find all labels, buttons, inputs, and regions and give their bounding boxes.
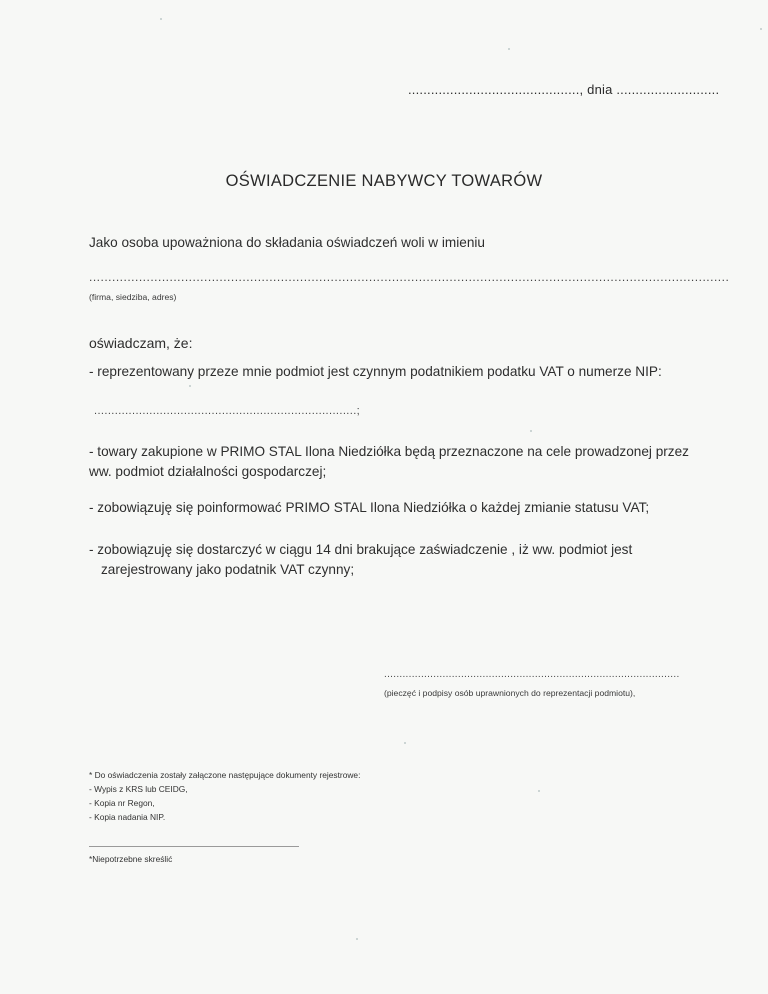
statement-vat-active: - reprezentowany przeze mnie podmiot jest czynnym podatnikiem podatku VAT o numerze NIP: xyxy=(89,364,662,379)
document-title: OŚWIADCZENIE NABYWCY TOWARÓW xyxy=(225,172,543,190)
place-date-line: ............................................., dnia ........................... xyxy=(408,82,720,97)
signature-dotted-field: ................................................................................................ xyxy=(384,669,680,680)
company-field-caption: (firma, siedziba, adres) xyxy=(89,292,177,302)
scan-speck xyxy=(530,430,532,432)
declare-text: oświadczam, że: xyxy=(89,335,193,351)
scan-speck xyxy=(508,48,510,50)
scan-speck xyxy=(160,18,162,20)
statement-deliver-line1: - zobowiązuję się dostarczyć w ciągu 14 dni brakujące zaświadczenie , iż ww. podmiot jest xyxy=(89,542,633,557)
footnote: *Niepotrzebne skreślić xyxy=(89,854,173,864)
statement-goods-line2: ww. podmiot działalności gospodarczej; xyxy=(89,464,327,479)
attachments-heading: * Do oświadczenia zostały załączone następujące dokumenty rejestrowe: xyxy=(89,770,361,780)
attachment-item: - Kopia nr Regon, xyxy=(89,798,155,808)
company-dotted-field: ....................................................................................................................................................................... xyxy=(89,270,730,284)
scan-speck xyxy=(760,28,762,30)
scan-speck xyxy=(404,742,406,744)
scan-speck xyxy=(189,385,191,387)
statement-deliver-line2: zarejestrowany jako podatnik VAT czynny; xyxy=(101,562,355,577)
attachment-item: - Wypis z KRS lub CEIDG, xyxy=(89,784,188,794)
footnote-separator xyxy=(89,846,299,847)
statement-goods-line1: - towary zakupione w PRIMO STAL Ilona Niedziółka będą przeznaczone na cele prowadzonej przez xyxy=(89,444,689,459)
signature-caption: (pieczęć i podpisy osób uprawnionych do reprezentacji podmiotu), xyxy=(384,688,636,698)
attachment-item: - Kopia nadania NIP. xyxy=(89,812,166,822)
statement-inform: - zobowiązuję się poinformować PRIMO STAL Ilona Niedziółka o każdej zmianie statusu VAT; xyxy=(89,500,650,515)
intro-text: Jako osoba upoważniona do składania oświadczeń woli w imieniu xyxy=(89,235,485,250)
scan-speck xyxy=(538,790,540,792)
scan-speck xyxy=(356,938,358,940)
nip-dotted-field: ............................................................................; xyxy=(94,405,361,417)
